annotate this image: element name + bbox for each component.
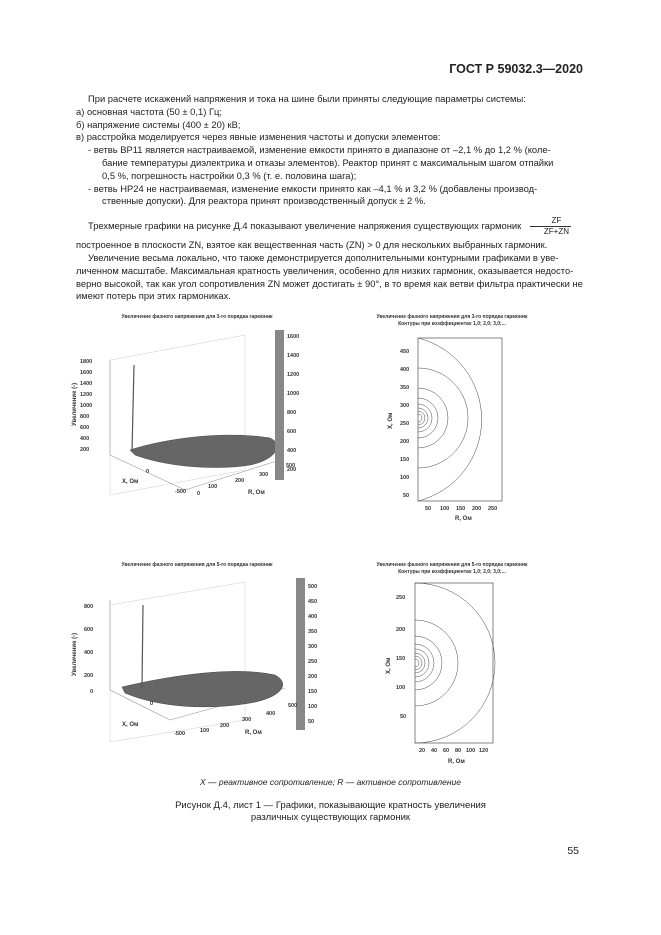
x-tick: 20 xyxy=(419,748,426,754)
dash-item-1-line-3: 0,5 %, погрешность настройки 0,3 % (т. е. половина шага); xyxy=(102,169,357,181)
x-tick: 80 xyxy=(455,748,462,754)
r-tick: 400 xyxy=(266,711,276,717)
y-tick: 200 xyxy=(400,439,410,445)
plot-bl-x-label: X, Ом xyxy=(122,722,139,728)
document-header: ГОСТ Р 59032.3—2020 xyxy=(449,62,583,76)
list-item-a: а) основная частота (50 ± 0,1) Гц; xyxy=(76,105,222,117)
x-tick: 150 xyxy=(456,506,466,512)
dash-item-2-line-1: - ветвь НР24 не настраиваемая, изменение емкости принято как –4,1 % и 3,2 % (добавлены производ- xyxy=(88,182,538,194)
y-tick: 450 xyxy=(400,349,410,355)
r-tick: 300 xyxy=(259,472,269,478)
formula-fraction xyxy=(530,216,571,237)
z-tick: 200 xyxy=(84,673,94,679)
y-tick: 100 xyxy=(400,475,410,481)
fraction-numerator: ZF xyxy=(530,216,571,227)
r-tick: 200 xyxy=(235,478,245,484)
plot-tr-title-2: Контуры при коэффициентах 1,0; 2,0; 3,0;... xyxy=(398,321,506,327)
y-tick: 250 xyxy=(396,595,406,601)
contour-plot-harmonic-5 xyxy=(386,578,520,768)
y-tick: 50 xyxy=(403,493,410,499)
paragraph-intro: При расчете искажений напряжения и тока на шине были приняты следующие параметры системы: xyxy=(88,93,526,104)
plot-tr-title-1: Увеличение фазного напряжения для 3-го порядка гармоник xyxy=(376,314,528,320)
z-tick: 1200 xyxy=(80,392,93,398)
y-tick: 150 xyxy=(400,457,410,463)
colorbar-tick: 200 xyxy=(287,467,297,473)
z-tick: 0 xyxy=(90,689,94,695)
x-tick: -500 xyxy=(174,731,186,737)
colorbar-tick: 800 xyxy=(287,410,297,416)
r-tick: 500 xyxy=(286,463,296,469)
plot-tl-z-label: Увеличение (-) xyxy=(72,382,78,426)
x-tick: 200 xyxy=(472,506,482,512)
colorbar-tick: 400 xyxy=(308,614,318,620)
colorbar-tick: 600 xyxy=(287,429,297,435)
figure-legend: X — реактивное сопротивление; R — активное сопротивление xyxy=(200,777,461,787)
colorbar-tick: 300 xyxy=(308,644,318,650)
r-tick: 0 xyxy=(197,491,201,497)
r-tick: 100 xyxy=(200,728,210,734)
plot-tl-title: Увеличение фазного напряжения для 3-го порядка гармоник xyxy=(121,314,273,320)
z-tick: 800 xyxy=(84,604,94,610)
paragraph-3d-line-1: Трехмерные графики на рисунке Д.4 показывают увеличение напряжения существующих гармоник xyxy=(88,220,522,232)
list-item-b: б) напряжение системы (400 ± 20) кВ; xyxy=(76,118,241,130)
dash-item-2-line-2: ственные допуски). Для реактора принят производственный допуск ± 2 %. xyxy=(102,195,426,207)
plot-tr-y-label: X, Ом xyxy=(388,412,394,429)
plot-tr-y-ticks xyxy=(400,349,409,499)
colorbar-tick: 1600 xyxy=(287,334,300,340)
r-tick: 300 xyxy=(242,717,252,723)
x-tick: -500 xyxy=(175,489,187,495)
x-tick: 40 xyxy=(431,748,438,754)
y-tick: 50 xyxy=(400,714,407,720)
colorbar-tick: 400 xyxy=(287,448,297,454)
y-tick: 300 xyxy=(400,403,410,409)
y-tick: 400 xyxy=(400,367,410,373)
plot-br-x-label: R, Ом xyxy=(448,759,465,765)
body-text xyxy=(76,93,583,303)
plot-tl-z-ticks xyxy=(80,359,92,453)
y-tick: 350 xyxy=(400,385,410,391)
z-tick: 1000 xyxy=(80,403,93,409)
plot-br-title-2: Контуры при коэффициентах 1,0; 2,0; 3,0;... xyxy=(398,569,506,575)
y-tick: 250 xyxy=(400,421,410,427)
x-tick: 60 xyxy=(443,748,450,754)
z-tick: 400 xyxy=(80,436,90,442)
plot-bl-r-label: R, Ом xyxy=(245,730,262,736)
colorbar-tick: 250 xyxy=(308,659,318,665)
paragraph-3d xyxy=(76,216,583,237)
plot-br-x-ticks xyxy=(419,748,488,754)
x-tick: 0 xyxy=(150,701,154,707)
plot-tr-x-label: R, Ом xyxy=(455,516,472,522)
plot-tl-colorbar-ticks xyxy=(287,334,299,473)
x-tick: 100 xyxy=(440,506,450,512)
r-tick: 500 xyxy=(288,703,298,709)
y-tick: 100 xyxy=(396,685,406,691)
plot-bl-colorbar-ticks xyxy=(308,584,317,725)
colorbar-tick: 1000 xyxy=(287,391,300,397)
x-tick: 250 xyxy=(488,506,498,512)
z-tick: 800 xyxy=(80,414,90,420)
list-item-c: в) расстройка моделируется через явные изменения частоты и допуски элементов: xyxy=(76,131,441,143)
colorbar-tick: 450 xyxy=(308,599,318,605)
z-tick: 400 xyxy=(84,650,94,656)
colorbar-tick: 100 xyxy=(308,704,318,710)
y-tick: 200 xyxy=(396,627,406,633)
plot-br-y-ticks xyxy=(396,595,406,720)
figure-caption-line-1: Рисунок Д.4, лист 1 — Графики, показывающие кратность увеличения xyxy=(175,800,486,811)
colorbar-tl xyxy=(275,330,284,480)
plot-bl-z-ticks xyxy=(84,604,93,695)
colorbar-tick: 200 xyxy=(308,674,318,680)
colorbar-tick: 500 xyxy=(308,584,318,590)
z-tick: 600 xyxy=(80,425,90,431)
plot-tr-x-ticks xyxy=(425,506,497,512)
colorbar-bl xyxy=(296,578,305,730)
colorbar-tick: 350 xyxy=(308,629,318,635)
figure-caption xyxy=(0,800,661,824)
page-number: 55 xyxy=(567,845,579,857)
plot-tl-r-label: R, Ом xyxy=(248,490,265,496)
dash-item-1-line-1: - ветвь ВР11 является настраиваемой, изменение емкости принято в диапазоне от –2,1 % до 1,2 % (коле- xyxy=(88,144,551,156)
paragraph-increase-line-4: имеют потерь при этих гармониках. xyxy=(76,290,231,302)
colorbar-tick: 50 xyxy=(308,719,315,725)
colorbar-tick: 1200 xyxy=(287,372,300,378)
plot-tl-x-label: X, Ом xyxy=(122,479,139,485)
z-tick: 1600 xyxy=(80,370,93,376)
x-tick: 100 xyxy=(466,748,476,754)
fraction-denominator: ZF+ZN xyxy=(543,227,569,237)
x-tick: 0 xyxy=(146,469,150,475)
z-tick: 600 xyxy=(84,627,94,633)
contour-plot-harmonic-3 xyxy=(390,328,520,523)
plot-3d-harmonic-5 xyxy=(70,570,320,750)
plot-br-y-label: X, Ом xyxy=(386,657,392,674)
paragraph-increase-line-3: верно высокой, так как угол сопротивления ZN может достигать ± 90°, в то время как ветви фильтра практически не xyxy=(76,277,583,289)
y-tick: 150 xyxy=(396,656,406,662)
plot-bl-title: Увеличение фазного напряжения для 5-го порядка гармоник xyxy=(121,562,273,568)
colorbar-tick: 150 xyxy=(308,689,318,695)
r-tick: 200 xyxy=(220,723,230,729)
z-tick: 1400 xyxy=(80,381,93,387)
paragraph-3d-line-2: построенное в плоскости ZN, взятое как вещественная часть (ZN) > 0 для нескольких выбранных гармоник. xyxy=(76,239,548,251)
x-tick: 50 xyxy=(425,506,432,512)
plot-3d-harmonic-3 xyxy=(70,320,320,500)
r-tick: 100 xyxy=(208,484,218,490)
dash-item-1-line-2: бание температуры диэлектрика и отказы элементов). Реактор принят с максимальным шагом отпайки xyxy=(102,156,554,168)
plot-bl-z-label: Увеличение (-) xyxy=(72,632,78,676)
z-tick: 1800 xyxy=(80,359,93,365)
x-tick: 120 xyxy=(479,748,489,754)
paragraph-increase-line-1: Увеличение весьма локально, что также демонстрируется дополнительными контурными графиками в уве- xyxy=(88,251,559,263)
z-tick: 200 xyxy=(80,447,90,453)
paragraph-increase-line-2: личенном масштабе. Максимальная кратность увеличения, особенно для низких гармоник, оказывается недосто- xyxy=(76,264,574,276)
plot-br-title-1: Увеличение фазного напряжения для 5-го порядка гармоник xyxy=(376,562,528,568)
colorbar-tick: 1400 xyxy=(287,353,300,359)
figure-caption-line-2: различных существующих гармоник xyxy=(250,812,411,823)
